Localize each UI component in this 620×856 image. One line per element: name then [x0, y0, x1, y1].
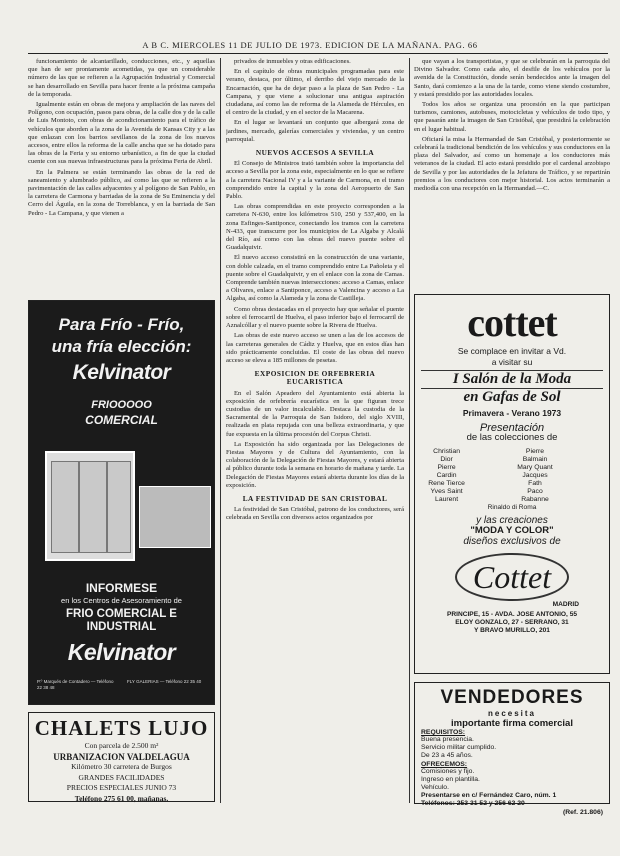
refrigerator-image: [45, 451, 135, 561]
ad-title: CHALETS LUJO: [34, 716, 209, 740]
paragraph: El Consejo de Ministros trató también sobre la importancia del acceso a Sevilla por la zona este, especialmente en lo que se refiere a la carretera Nacional IV y a la variante de Carmona, en el tramo comprendido entre la capital y la zona del Aeropuerto de San Pablo.: [226, 160, 404, 201]
ad-title: VENDEDORES: [440, 687, 584, 708]
requirement-item: Buena presencia.: [421, 736, 474, 743]
section-heading: NUEVOS ACCESOS A SEVILLA: [255, 148, 375, 158]
ad-contact: Teléfonos: 253 31 52 y 256 62 20: [421, 800, 525, 808]
designer-list: [415, 448, 609, 504]
paragraph: El nuevo acceso consistirá en la construcción de una variante, con doble calzada, en el tramo comprendido entre La Pañoleta y el puente sobre el Guadalquivir, y en el enlace con la zona de Camas. Comprende también nuevas intersecciones: acceso a Camas, enlace a Olivares, enlace a Santiponce, acceso a Valencina y acceso a La Algaba, así como la Alameda y la zona de Castilleja.: [226, 254, 404, 303]
ad-sub-1: FRIOOOOO: [91, 399, 152, 411]
ad-line: a visitar su: [491, 356, 533, 367]
kelvinator-ad: [28, 300, 215, 705]
paragraph: Las obras comprendidas en este proyecto corresponden a la carretera N-630, entre los kilómetros 510, 250 y 537,400, en la zona Esfinges-Santiponce, conectando los tramos con la carretera N-433, que transcurre por los municipios de La Algaba y Alcalá del Río, así como con las obras del nuevo puente sobre el Guadalquivir.: [226, 203, 404, 252]
ad-contact: Presentarse en c/ Fernández Caro, núm. 1: [421, 792, 557, 800]
paragraph: que vayan a los transportistas, y que se celebrarán en la parroquia del Divino Salvador. Como cada año, el desfile de los vehículos por la avenida de la Constitución, donde serán bendecidos ante la imagen del Santo, dará comienzo a la una de la tarde, como viene siendo costumbre, y estará presidido por las autoridades locales.: [414, 58, 610, 98]
ad-presentacion: Presentación: [479, 421, 545, 434]
header-rule: [28, 53, 608, 54]
page-header: A B C. MIERCOLES 11 DE JULIO DE 1973. EDICION DE LA MAÑANA. PAG. 66: [142, 40, 478, 50]
paragraph: privados de inmuebles y otras edificaciones.: [234, 58, 351, 65]
ad-line: URBANIZACION VALDELAGUA: [53, 751, 190, 762]
ad-address: Y BRAVO MURILLO, 201: [474, 627, 550, 634]
offer-item: Comisiones y fijo.: [421, 767, 475, 775]
requirements-heading: REQUISITOS:: [421, 729, 466, 736]
column-2-text: [226, 58, 404, 818]
ad-city: MADRID: [552, 601, 579, 608]
requirement-item: Servicio militar cumplido.: [421, 744, 497, 752]
vendedores-ad: [414, 682, 610, 816]
ad-reference: (Ref. 21.806): [562, 808, 603, 816]
chalets-ad: [28, 712, 215, 802]
ad-big-1: I Salón de la Moda: [421, 370, 603, 389]
paragraph: En el capítulo de obras municipales programadas para este verano, destaca, por último, el derribo del viejo mercado de la Encarnación, que ha de dejar paso a la plaza de San Pedro - La Campana, y que viene a solucionar una antigua aspiración ciudadana, así como las de reforma de la Alameda de Hércules, en el centro de la ciudad, y en el sector de la Macarena.: [226, 68, 404, 117]
column-1-text: [28, 58, 215, 294]
ad-line: Kilómetro 30 carretera de Burgos: [71, 762, 172, 771]
display-case-image: [139, 486, 211, 548]
paragraph: Igualmente están en obras de mejora y ampliación de las naves del Polígono, con ocupación, pasos para obras, de la calle dos y de la calle de Luis Montoto, con obras de acondicionamiento para el tráfico de vehículos que aborden a la zona de la Avenida de Kansas City y a las que enlazan con los barrios sevillanos de la zona de los nuevos accesos, entre ellos la reforma de la calle ancha que se ha dotado para las obras de la Feria y su entorno urbanístico, a fin de que la ciudad cuente con sus nuevas infraestructuras para la próxima Feria de Abril.: [28, 101, 215, 166]
designer-name: Pierre Balmain: [522, 447, 548, 463]
kelvinator-logo: Kelvinator: [72, 361, 171, 384]
cottet-logo-script: Cottet: [455, 553, 569, 601]
ad-pres-2: de las colecciones de: [466, 432, 558, 443]
offer-heading: OFRECEMOS:: [421, 760, 468, 768]
paragraph: funcionamiento de alcantarillado, conducciones, etc., y aquellas que han de ser prontamente acometidas, ya que un considerable número de las que se refieren a la Agrupación Industrial y Comercial se han desarrollado en Sevilla para hacer frente a la próxima campaña de la temporada.: [28, 58, 215, 98]
paragraph: Las obras de este nuevo acceso se unen a las de los accesos de las carreteras generales de Cádiz y Huelva, que en estos días han sido prácticamente concluidas. El coste de las obras del nuevo acceso se eleva a 185 millones de pesetas.: [226, 332, 404, 364]
ad-sub-2: COMERCIAL: [85, 413, 158, 427]
ad-big-2: en Gafas de Sol: [463, 389, 561, 405]
ad-line: PRECIOS ESPECIALES JUNIO 73: [66, 783, 177, 792]
ad-phone: Teléfono 275 61 00, mañanas.: [74, 793, 169, 803]
paragraph: Oficiará la misa la Hermandad de San Cristóbal, y posteriormente se celebrará la tradicional bendición de los vehículos y sus conductores en la plaza del Salvador, así como un homenaje a los conductores más veteranos de la ciudad. El acto estará presidido por el cardenal arzobispo de Sevilla y por las autoridades de la Jefatura de Tráfico, y se repartirán premios a los conductores con mejor historial. Los actos terminarán a mediodía con una recepción en la Hermandad.—C.: [414, 135, 610, 193]
paragraph: Todos los años se organiza una procesión en la que participan turismos, camiones, autobuses, motocicletas y vehículos de todo tipo, y que pasarán ante la imagen de San Cristóbal, que presidirá la celebración en el lugar habitual.: [414, 101, 610, 133]
ad-info-2: en los Centros de Asesoramiento de: [61, 596, 182, 605]
ad-disenos: diseños exclusivos de: [463, 535, 561, 547]
ad-headline-2: una fría elección:: [51, 337, 192, 356]
cottet-ad: [414, 294, 610, 674]
requirement-item: De 23 a 45 años.: [421, 752, 473, 760]
ad-headline-1: Para Frío - Frío,: [58, 315, 185, 334]
ad-line: GRANDES FACILIDADES: [78, 772, 165, 782]
section-heading: LA FESTIVIDAD DE SAN CRISTOBAL: [242, 493, 388, 503]
paragraph: La festividad de San Cristóbal, patrono de los conductores, será celebrada en Sevilla con diversos actos organizados por: [226, 506, 404, 522]
ad-address: PRINCIPE, 15 - AVDA. JOSE ANTONIO, 55: [446, 611, 578, 618]
cottet-logo: cottet: [467, 300, 557, 345]
designer-name: Christian Dior: [433, 447, 460, 463]
ad-season: Primavera - Verano 1973: [462, 408, 562, 418]
ad-address: ELOY GONZALO, 27 - SERRANO, 31: [455, 619, 569, 626]
designer-name: Mary Quant: [517, 463, 553, 471]
column-divider: [220, 58, 221, 803]
offer-item: Vehículo.: [421, 784, 449, 792]
ad-address-right: FLY GALERIAS — Teléfono 22 35 40: [127, 679, 202, 684]
ad-line: Con parcela de 2.500 m²: [84, 741, 159, 750]
paragraph: En el Salón Apeadero del Ayuntamiento está abierta la exposición de orfebrería eucarística en la que figuran trece custodias de un valor incalculable. Destaca la custodia de la Sacramental de la Parroquia de San Isidoro, del siglo XVIII, realizada en plata repujada con una belleza extraordinaria, y que fue expuesta en la última procesión del Corpus Christi.: [226, 389, 404, 438]
paragraph: En la Palmera se están terminando las obras de la red de saneamiento y alumbrado público, así como las que se refieren a la pavimentación de las calles adyacentes y al polígono de San Pablo, en la carretera de Carmona y barriadas de la zona de Su Eminencia y del Cerro del Águila, en la zona de Torreblanca, y en la barriada de San Pedro - La Campana, y que vienen a: [28, 168, 215, 217]
ad-moda-color: "MODA Y COLOR": [470, 525, 554, 536]
designer-name: Pierre Cardin: [436, 463, 457, 479]
ad-sub: necesita: [487, 709, 537, 718]
ad-info-1: INFORMESE: [85, 581, 158, 595]
paragraph: La Exposición ha sido organizada por las Delegaciones de Fiestas Mayores y de Cultura del Ayuntamiento, con la colaboración de la Delegación de Fiestas Mayores, y estará abierta al público durante toda la semana en horario de mañana y tarde. La Delegación de Fiestas Mayores estará abierta durante los días de la exposición.: [226, 440, 404, 489]
paragraph: Como obras destacadas en el proyecto hay que señalar el puente sobre el ferrocarril de Huelva, el paso inferior bajo el ferrocarril de Aznalcóllar y el nuevo puente sobre la Rivera de Huelva.: [226, 305, 404, 330]
column-divider: [409, 58, 410, 803]
ad-address-left: P.º Marqués de Contadero — Teléfono 22 38 48: [37, 679, 114, 690]
column-3-text: [414, 58, 610, 290]
designer-name: Yves Saint Laurent: [430, 487, 463, 503]
designer-name: Rene Tierce: [428, 479, 465, 487]
section-heading: EXPOSICION DE ORFEBRERIA EUCARISTICA: [254, 369, 376, 387]
kelvinator-footer-logo: Kelvinator: [67, 639, 176, 665]
ad-line: Se complace en invitar a Vd.: [457, 346, 567, 356]
offer-item: Ingreso en plantilla.: [421, 775, 480, 783]
designer-name: Rinaldo di Roma: [487, 503, 537, 511]
ad-info-3: FRIO COMERCIAL E INDUSTRIAL: [66, 608, 177, 633]
designer-name: Jacques Fath: [522, 471, 548, 487]
paragraph: En el lugar se levantará un conjunto que albergará zona de jardines, mercado, galerías comerciales y viviendas, y un centro parroquial.: [226, 119, 404, 143]
ad-company: importante firma comercial: [451, 718, 573, 729]
ad-creaciones: y las creaciones: [476, 514, 548, 526]
designer-name: Paco Rabanne: [521, 487, 549, 503]
